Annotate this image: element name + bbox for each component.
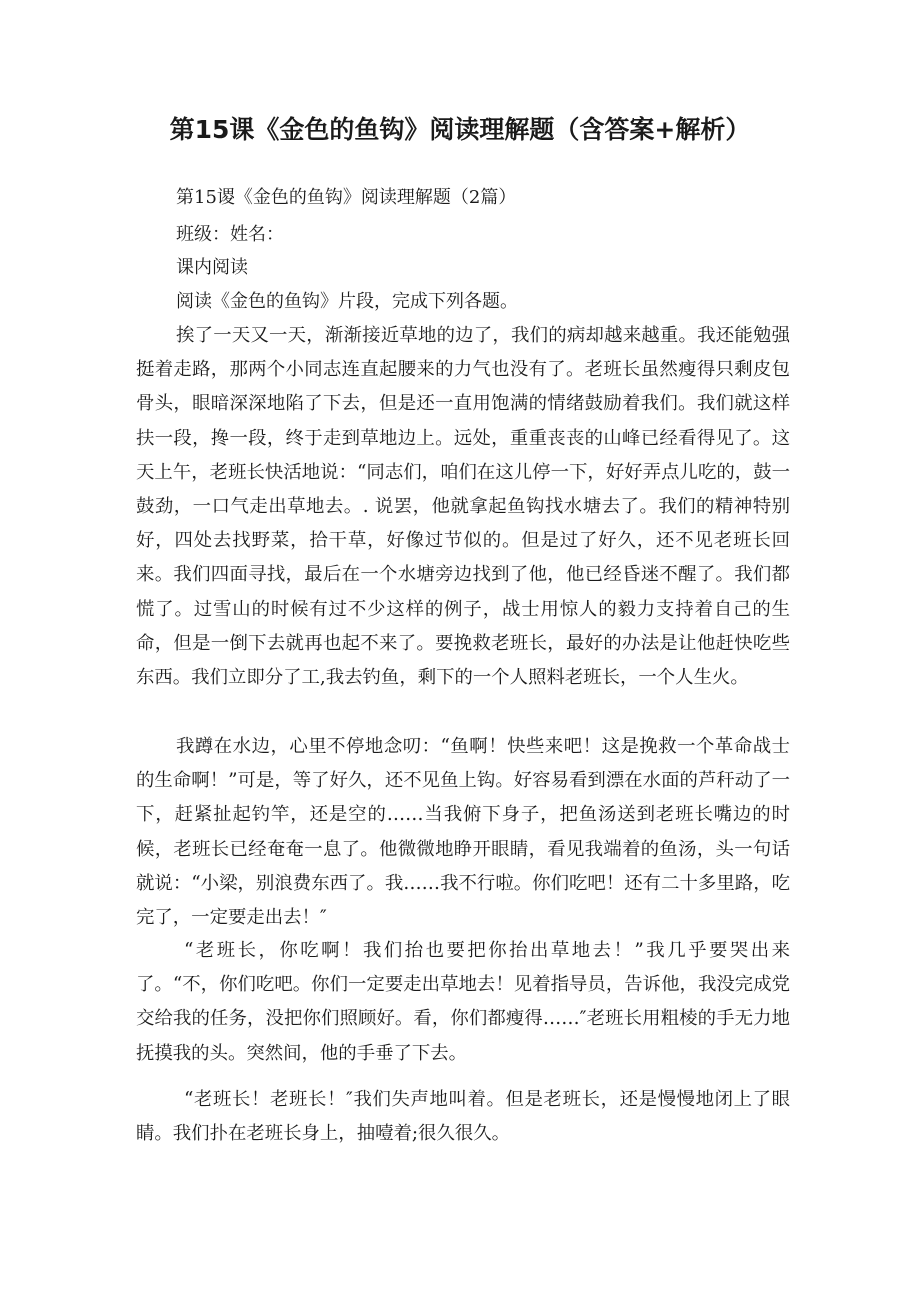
- passage-paragraph-2: 我蹲在水边，心里不停地念叨：“鱼啊！快些来吧！这是挽救一个革命战士的生命啊！”可是，等了好久，还不见鱼上钩。好容易看到漂在水面的芦秆动了一下，赶紧扯起钓竿，还是空的……当我俯下身子，把鱼汤送到老班长嘴边的时候，老班长已经奄奄一息了。他微微地睁开眼睛，看见我端着的鱼汤，头一句话就说：“小梁，别浪费东西了。我……我不行啦。你们吃吧！还有二十多里路，吃完了，一定要走出去！″: [136, 736, 790, 929]
- passage-paragraph-1: 挨了一天又一天，渐渐接近草地的边了，我们的病却越来越重。我还能勉强挺着走路，那两个小同志连直起腰来的力气也没有了。老班长虽然瘦得只剩皮包骨头，眼暗深深地陷了下去，但是还一直用饱满的情绪鼓励着我们。我们就这样扶一段，搀一段，终于走到草地边上。远处，重重丧丧的山峰已经看得见了。这天上午，老班长快活地说：“同志们，咱们在这儿停一下，好好弄点儿吃的，鼓一鼓劲，一口气走出草地去。. 说罢，他就拿起鱼钩找水塘去了。我们的精神特别好，四处去找野菜，拾干草，好像过节似的。但是过了好久，还不见老班长回来。我们四面寻找，最后在一个水塘旁边找到了他，他已经昏迷不醒了。我们都慌了。过雪山的时候有过不少这样的例子，战士用惊人的毅力支持着自己的生命，但是一倒下去就再也起不来了。要挽救老班长，最好的办法是让他赶快吃些东西。我们立即分了工,我去钓鱼，剩下的一个人照料老班长，一个人生火。: [136, 325, 790, 689]
- document-title: 第15课《金色的鱼钩》阅读理解题（含答案+解析）: [169, 115, 751, 144]
- passage-paragraph-4: “老班长！老班长！″我们失声地叫着。但是老班长，还是慢慢地闭上了眼睛。我们扑在老班长身上，抽噎着;很久很久。: [136, 1089, 790, 1145]
- section-heading: 课内阅读: [176, 257, 248, 278]
- passage-paragraph-3: “老班长，你吃啊！我们抬也要把你抬出草地去！”我几乎要哭出来了。“不，你们吃吧。你们一定要走出草地去！见着指导员，告诉他，我没完成党交给我的任务，没把你们照顾好。看，你们都瘦得……″老班长用粗棱的手无力地抚摸我的头。突然间，他的手垂了下去。: [136, 940, 790, 1064]
- document-subtitle: 第15谡《金色的鱼钩》阅读理解题（2篇）: [176, 187, 517, 208]
- class-name-line: 班级：姓名：: [176, 224, 284, 245]
- reading-instruction: 阅读《金色的鱼钩》片段，完成下列各题。: [176, 291, 518, 312]
